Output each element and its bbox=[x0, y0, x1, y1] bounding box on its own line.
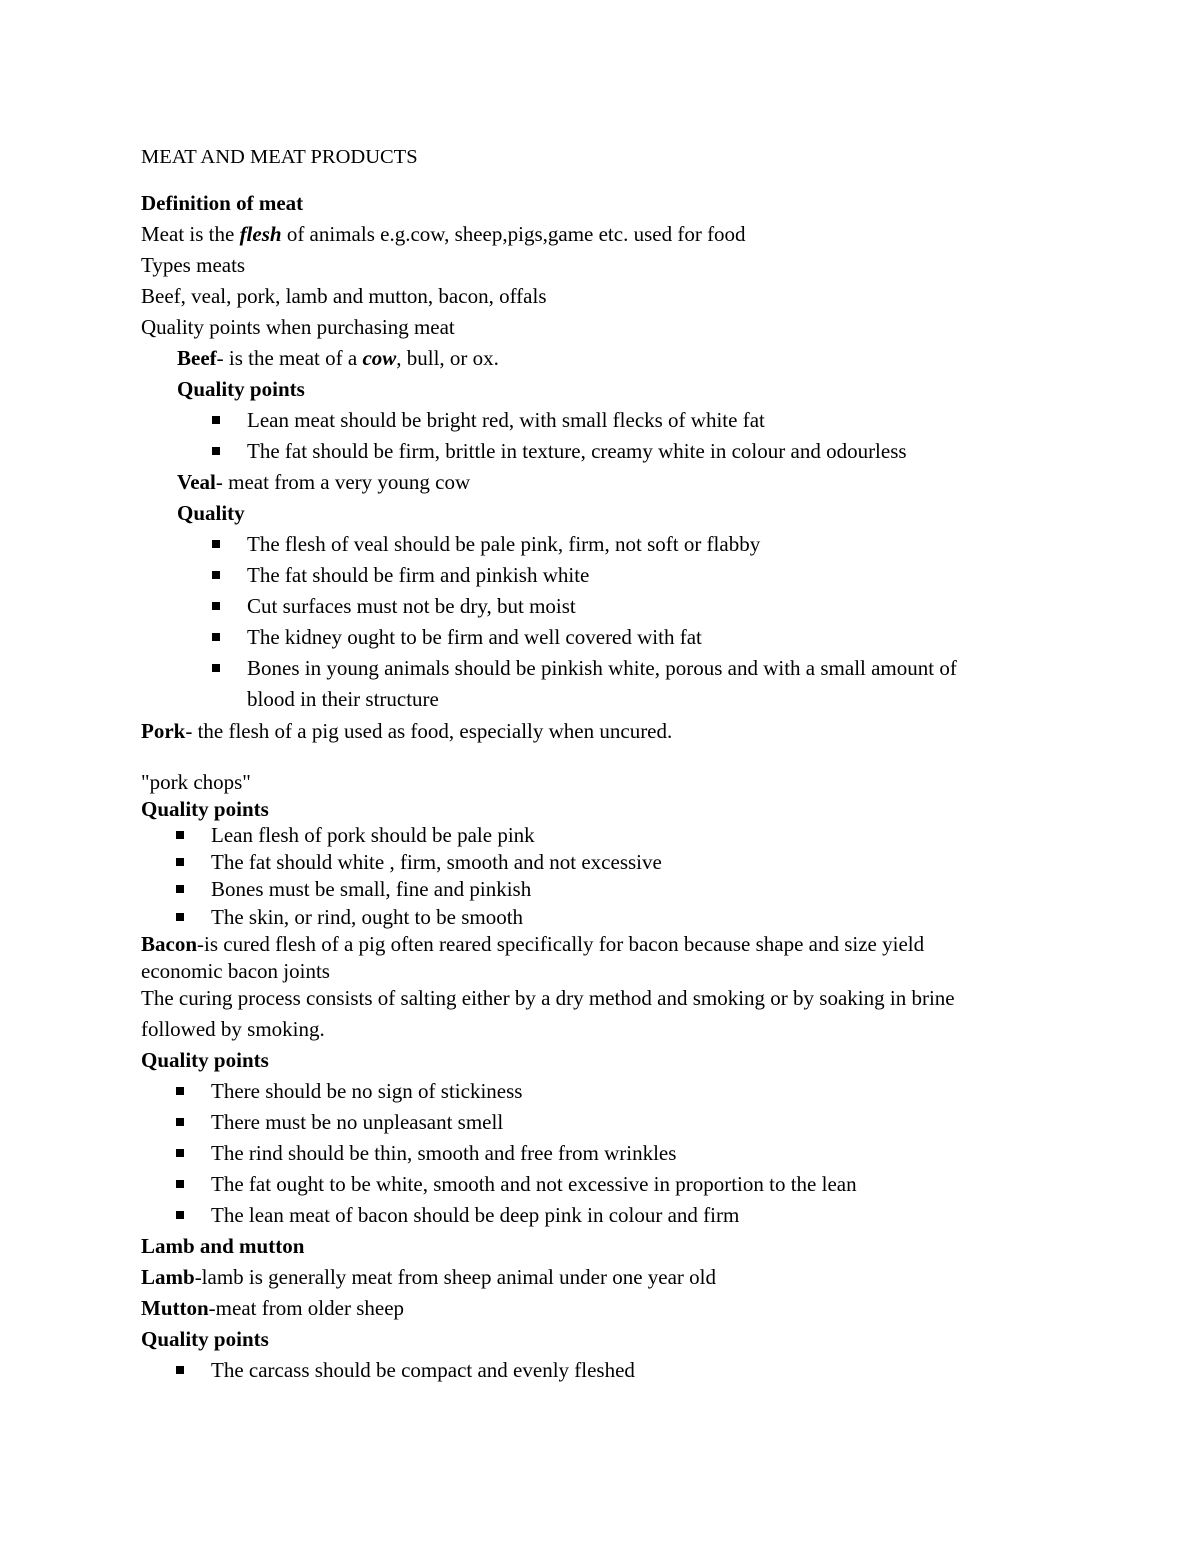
pork-definition bbox=[141, 718, 672, 744]
bacon-desc-continuation: economic bacon joints bbox=[141, 959, 330, 983]
lamb-mutton-quality-heading: Quality points bbox=[141, 1327, 269, 1351]
lamb-mutton-heading: Lamb and mutton bbox=[141, 1234, 305, 1258]
bullet-square-icon bbox=[176, 1118, 184, 1126]
definition-text-end: of animals e.g.cow, sheep,pigs,game etc. used for food bbox=[281, 222, 746, 246]
definition-heading: Definition of meat bbox=[141, 191, 304, 215]
bullet-square-icon bbox=[176, 1149, 184, 1157]
mutton-term: Mutton bbox=[141, 1296, 209, 1320]
bullet-square-icon bbox=[176, 913, 184, 921]
types-list: Beef, veal, pork, lamb and mutton, bacon, offals bbox=[141, 284, 547, 308]
bullet-square-icon bbox=[212, 633, 220, 641]
bullet-square-icon bbox=[176, 1366, 184, 1374]
beef-quality-heading: Quality points bbox=[177, 377, 305, 401]
bacon-curing-text: The curing process consists of salting either by a dry method and smoking or by soaking in brine bbox=[141, 986, 955, 1010]
bacon-term: Bacon bbox=[141, 932, 198, 956]
bacon-quality-heading: Quality points bbox=[141, 1048, 269, 1072]
bullet-square-icon bbox=[212, 571, 220, 579]
veal-desc: - meat from a very young cow bbox=[215, 470, 471, 494]
bullet-square-icon bbox=[212, 416, 220, 424]
pork-desc: - the flesh of a pig used as food, especially when uncured. bbox=[185, 719, 673, 743]
bullet-square-icon bbox=[176, 1180, 184, 1188]
bullet-square-icon bbox=[176, 885, 184, 893]
mutton-desc: -meat from older sheep bbox=[208, 1296, 405, 1320]
bullet-square-icon bbox=[212, 447, 220, 455]
page-title: MEAT AND MEAT PRODUCTS bbox=[141, 146, 418, 168]
lamb-definition bbox=[141, 1264, 716, 1290]
bacon-curing-continuation: followed by smoking. bbox=[141, 1017, 325, 1041]
beef-desc-start: - is the meat of a bbox=[216, 346, 363, 370]
veal-quality-heading: Quality bbox=[177, 501, 245, 525]
pork-example: "pork chops" bbox=[141, 770, 251, 794]
pork-quality-heading: Quality points bbox=[141, 797, 269, 821]
bullet-square-icon bbox=[212, 540, 220, 548]
lamb-term: Lamb bbox=[141, 1265, 195, 1289]
definition-emphasis: flesh bbox=[239, 222, 282, 246]
pork-term: Pork bbox=[141, 719, 186, 743]
lamb-desc: -lamb is generally meat from sheep animal under one year old bbox=[194, 1265, 716, 1289]
bacon-desc: -is cured flesh of a pig often reared specifically for bacon because shape and size yield bbox=[197, 932, 925, 956]
bullet-square-icon bbox=[212, 602, 220, 610]
bullet-square-icon bbox=[176, 858, 184, 866]
document-page: MEAT AND MEAT PRODUCTS Definition of meat Meat is the flesh of animals e.g.cow, sheep,pigs,game etc. used for food Types meats Beef, veal, pork, lamb and mutton, bacon, offals Quality points when purchasing meat Beef- is the meat of a cow, bull, or ox. Quality points Lean meat should be bright red, with small flecks of white fat The fat should be firm, brittle in texture, creamy white in colour and odourless Veal- meat from a very young cow Quality The flesh of veal should be pale pink, firm, not soft or flabby The fat should be firm and pinkish white Cut surfaces must not be dry, but moist The kidney ought to be firm and well covered with fat Bones in young animals should be pinkish white, porous and with a small amount of blood in their structure Pork- the flesh of a pig used as food, especially when uncured. "pork chops" Quality points Lean flesh of pork should be pale pink The fat should white , firm, smooth and not excessive Bones must be small, fine and pinkish The skin, or rind, ought to be smooth Bacon-is cured flesh of a pig often reared specifically for bacon because shape and size yield economic bacon joints The curing process consists of salting either by a dry method and smoking or by soaking in brine followed by smoking. Quality points There should be no sign of stickiness There must be no unpleasant smell The rind should be thin, smooth and free from wrinkles The fat ought to be white, smooth and not excessive in proportion to the lean The lean meat of bacon should be deep pink in colour and firm Lamb and mutton Lamb-lamb is generally meat from sheep animal under one year old Mutton-meat from older sheep Quality points The carcass should be compact and evenly fleshed bbox=[141, 146, 957, 1382]
bacon-definition bbox=[141, 931, 924, 957]
veal-term: Veal bbox=[177, 470, 216, 494]
bullet-square-icon bbox=[176, 1211, 184, 1219]
quality-intro: Quality points when purchasing meat bbox=[141, 315, 455, 339]
definition-text-start: Meat is the bbox=[141, 222, 240, 246]
bullet-square-icon bbox=[176, 831, 184, 839]
beef-desc-end: , bull, or ox. bbox=[396, 346, 499, 370]
veal-definition bbox=[177, 469, 470, 495]
definition-text bbox=[141, 221, 746, 247]
bullet-square-icon bbox=[176, 1087, 184, 1095]
beef-emphasis: cow bbox=[362, 346, 397, 370]
mutton-definition bbox=[141, 1295, 404, 1321]
bullet-square-icon bbox=[212, 664, 220, 672]
beef-term: Beef bbox=[177, 346, 217, 370]
beef-definition bbox=[177, 345, 499, 371]
types-label: Types meats bbox=[141, 253, 246, 277]
